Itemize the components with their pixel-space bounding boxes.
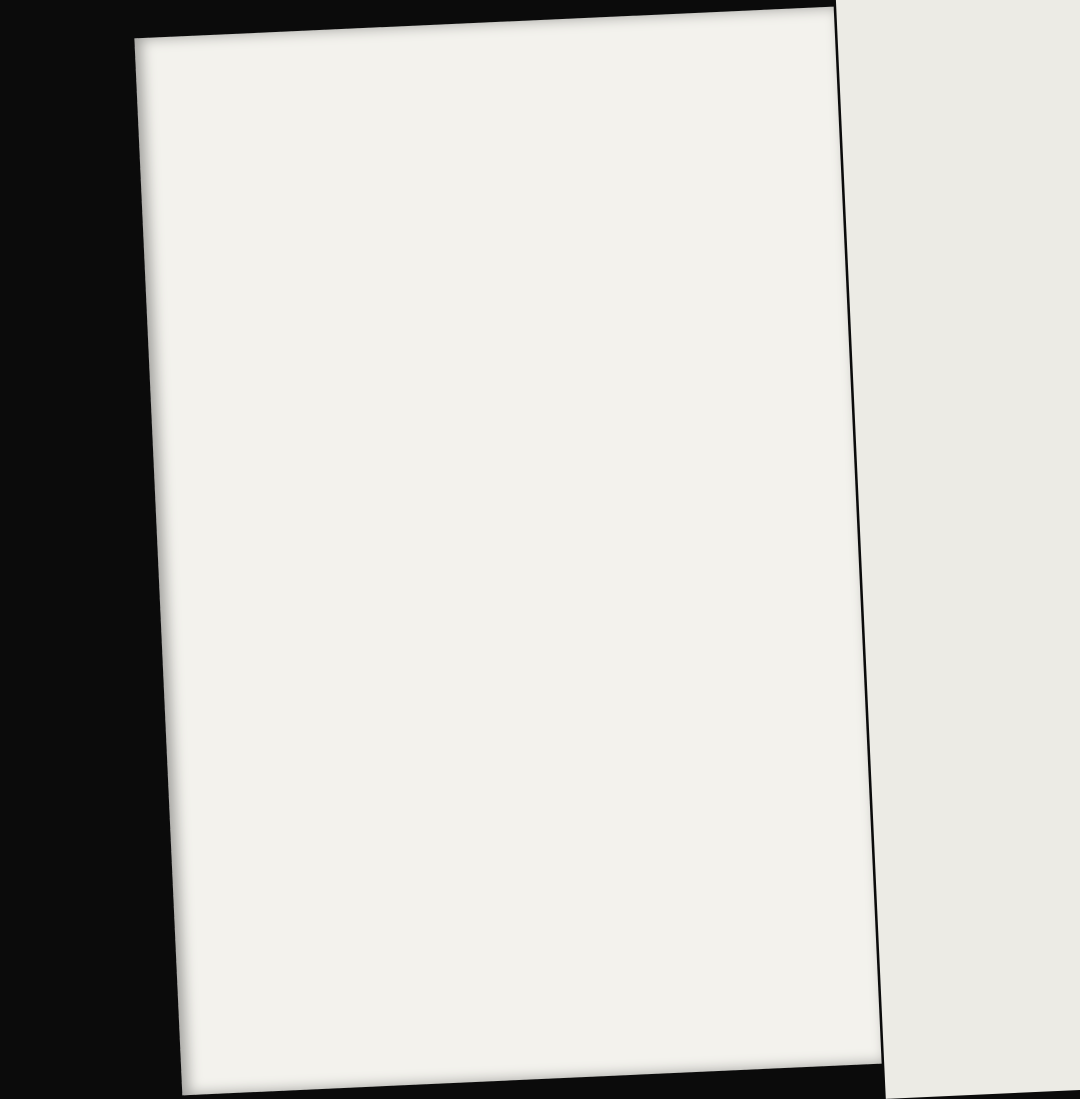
contents-page xyxy=(134,7,881,1096)
upper-contents xyxy=(134,7,833,39)
top-sections xyxy=(134,7,833,39)
lower-contents xyxy=(134,7,833,39)
